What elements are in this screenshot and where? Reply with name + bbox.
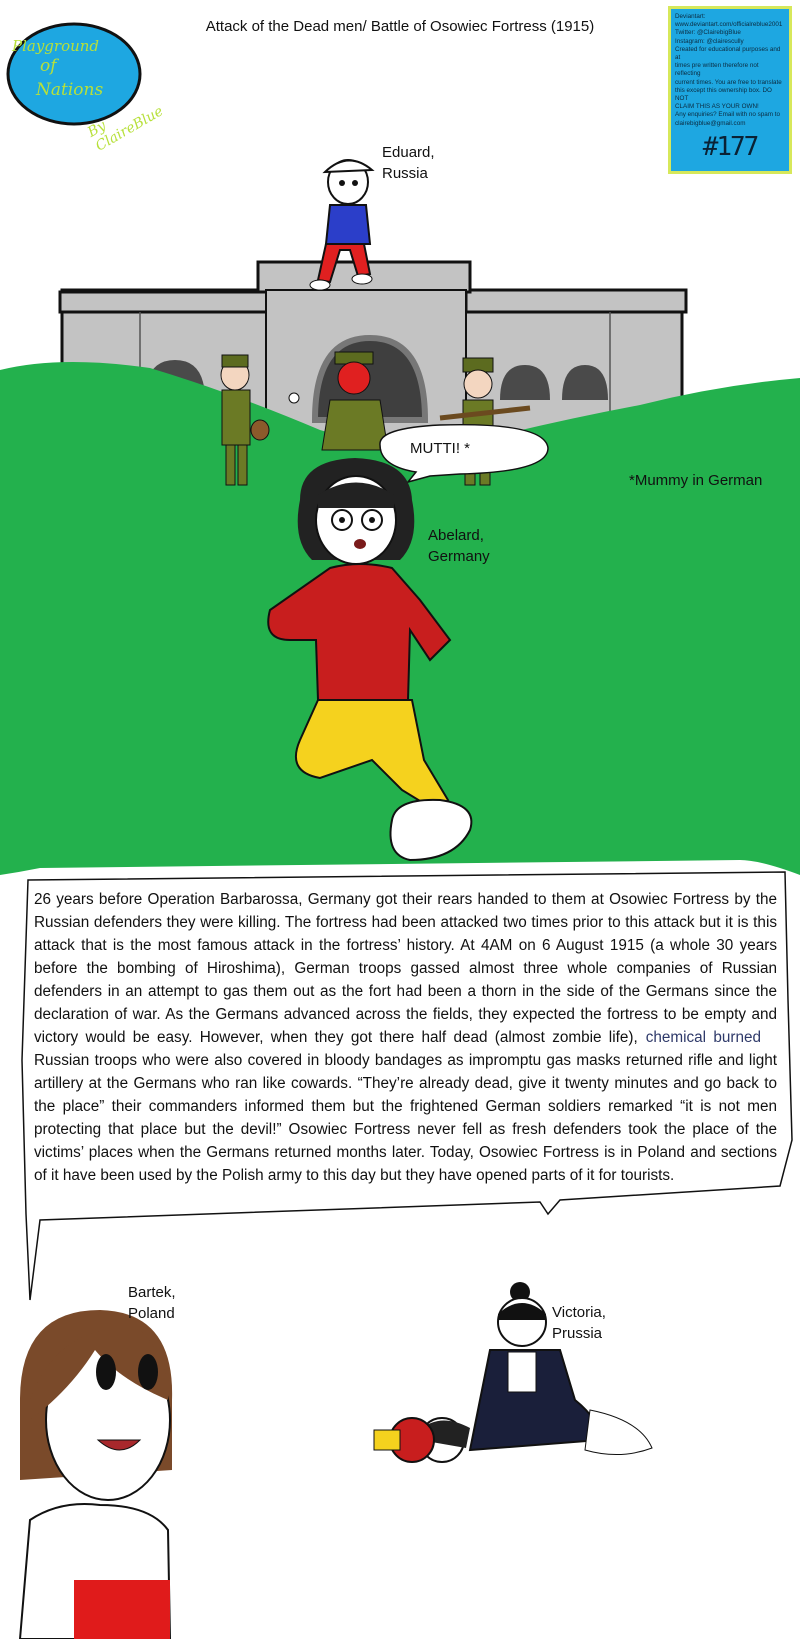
ownership-info-box — [668, 6, 792, 174]
prussia-name: Victoria, — [552, 1304, 606, 1321]
info-line: times pre written therefore not reflecting — [675, 62, 759, 78]
russia-label — [382, 142, 435, 184]
comic-number: #177 — [702, 131, 758, 162]
russia-name: Eduard, — [382, 144, 435, 161]
page-title: Attack of the Dead men/ Battle of Osowiec Fortress (1915) — [205, 18, 595, 35]
info-line: current times. You are free to translate — [675, 78, 782, 86]
info-line: Instagram: @clairescully — [675, 37, 744, 45]
logo — [6, 26, 167, 155]
logo-line-3: Nations — [36, 80, 104, 100]
info-line: www.deviantart.com/officialreblue2001 — [675, 21, 783, 29]
germany-name: Abelard, — [428, 527, 484, 544]
prussia-character — [374, 1282, 652, 1462]
info-line: Deviantart: — [675, 13, 706, 20]
germany-label — [428, 525, 490, 567]
russia-country: Russia — [382, 165, 428, 182]
footnote: *Mummy in German — [629, 472, 763, 489]
info-line: CLAIM THIS AS YOUR OWN! — [675, 103, 759, 111]
history-paragraph: 26 years before Operation Barbarossa, Germany got their rears handed to them at Osowiec Fortress by the Russian defenders they were killing. The fortress had been attacked two times prior to this attack but it is this attack that is the most famous attack in the fortress’ history. At 4AM on 6 August 1915 (a whole 30 years before the bombing of Hiroshima), German troops gassed almost three whole companies of Russian defenders in an attempt to gas them out as the fort had been a thorn in the side of the Germans since the declaration of war. As the Germans advanced across the fields, they expected the fortress to be empty and victory would be easy. However, when they got there half dead (almost zombie life), chemical burnedRussian troops who were also covered in bloody bandages as impromptu gas masks returned rifle and light artillery at the Germans who ran like cowards. “They’re already dead, give it twenty minutes and go back to the place” their commanders informed them but the frightened German soldiers remarked “it is not men protecting that place but the devil!” Osowiec Fortress never fell as fresh defenders took the place of the victims’ places when the Germans returned months later. Today, Osowiec Fortress is in Poland and sections of it have been used by the Polish army to this day but they have opened parts of it for tourists. — [34, 891, 777, 1184]
paragraph-inserted-text: chemical burned — [645, 1029, 761, 1046]
prussia-label — [552, 1302, 606, 1344]
info-line: Created for educational purposes and at — [675, 45, 781, 62]
logo-byline: By ClaireBlue — [85, 103, 167, 155]
poland-character — [20, 1310, 172, 1639]
poland-label — [128, 1282, 176, 1324]
info-line: this except this ownership box. DO NOT — [675, 86, 772, 103]
paragraph-part-2: Russian troops who were also covered in bloody bandages as impromptu gas masks returned rifle and light artillery at the Germans who ran like cowards. “They’re already dead, give it twenty minutes and go back to the place” their commanders informed them but the frightened German soldiers remarked “it is not men protecting that place but the devil!” Osowiec Fortress never fell as fresh defenders took the place of the victims’ places when the Germans returned months later. Today, Osowiec Fortress is in Poland and sections of it have been used by the Polish army to this day but they have opened parts of it for tourists. — [34, 1052, 777, 1184]
logo-line-2: of — [40, 56, 57, 76]
logo-line-1: Playground — [12, 37, 100, 55]
info-line: Twitter: @ClairebigBlue — [675, 29, 741, 37]
poland-country: Poland — [128, 1305, 175, 1322]
poland-name: Bartek, — [128, 1284, 176, 1301]
speech-bubble-text: MUTTI! * — [410, 440, 470, 457]
germany-country: Germany — [428, 548, 490, 565]
paragraph-part-1: 26 years before Operation Barbarossa, Germany got their rears handed to them at Osowiec Fortress by the Russian defenders they were killing. The fortress had been attacked two times prior to this attack but it is this attack that is the most famous attack in the fortress’ history. At 4AM on 6 August 1915 (a whole 30 years before the bombing of Hiroshima), German troops gassed almost three whole companies of Russian defenders in an attempt to gas them out as the fort had been a thorn in the side of the Germans since the declaration of war. As the Germans advanced across the fields, they expected the fortress to be empty and victory would be easy. However, when they got there half dead (almost zombie life) — [34, 891, 777, 1046]
info-line: Any enquiries? Email with no spam to — [675, 111, 780, 119]
prussia-country: Prussia — [552, 1325, 603, 1342]
info-line: clairebigblue@gmail.com — [675, 119, 746, 127]
